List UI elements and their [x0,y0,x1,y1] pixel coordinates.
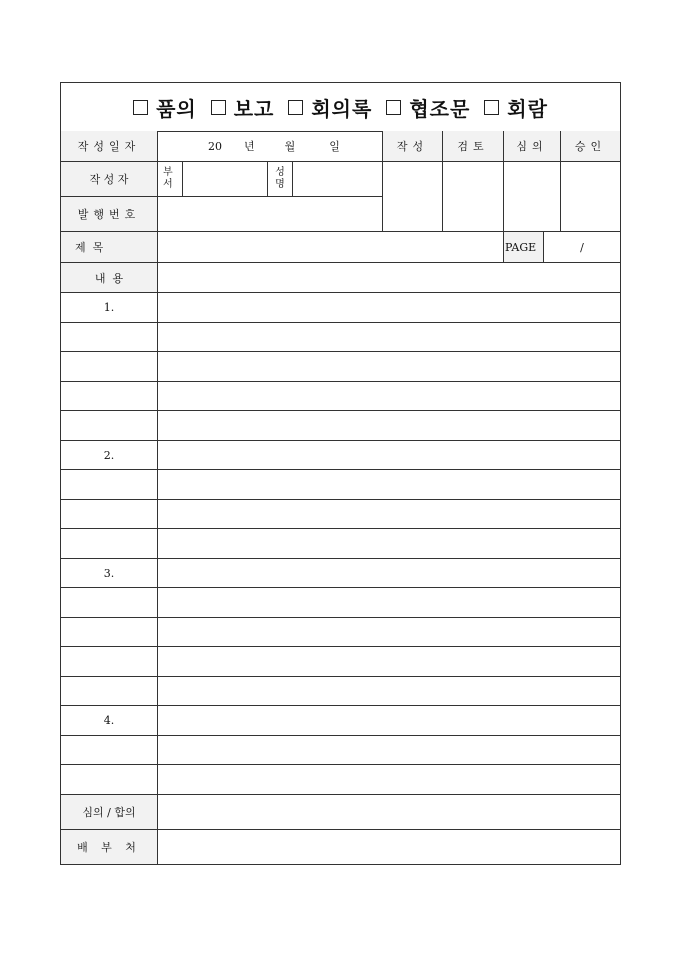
type-label: 보고 [233,96,275,121]
dept-label-char: 서 [163,179,173,190]
content-line-input[interactable] [158,293,620,323]
author-label: 작 성 자 [61,162,158,197]
date-field[interactable] [158,131,383,162]
dept-label-char: 부 [163,167,173,178]
content-item-label-cell [61,706,158,736]
signature-box-review[interactable] [443,162,504,232]
content-line-input[interactable] [158,529,620,559]
type-option-bogo[interactable] [211,93,275,122]
month-unit: 월 [284,140,296,153]
review-input[interactable] [158,795,620,830]
content-item-label-cell [61,323,158,352]
review-label: 심의 / 합의 [61,795,158,830]
signature-box-write[interactable] [383,162,443,232]
type-option-circular[interactable] [484,93,548,122]
content-item-label-cell [61,352,158,382]
content-label-text: 내 용 [94,271,124,285]
page-separator: / [580,240,584,254]
name-label [268,162,293,197]
year-unit: 년 [244,140,255,153]
approval-header-review: 검토 [443,131,504,162]
type-option-minutes[interactable] [288,93,372,122]
content-line-input[interactable] [158,441,620,470]
year-prefix: 20 [208,139,222,153]
type-label: 회의록 [311,96,373,121]
subject-label [61,232,158,263]
name-label-char: 명 [275,179,285,190]
content-item-label-cell [61,293,158,323]
distribution-input[interactable] [158,830,620,864]
content-item-label-cell [61,618,158,647]
dept-input[interactable] [183,162,268,197]
content-item-label-cell [61,382,158,411]
subject-input[interactable] [158,232,504,263]
type-label: 회람 [507,96,548,121]
content-line-input[interactable] [158,736,620,765]
approval-form [60,82,621,865]
type-option-cooperation[interactable] [386,93,470,122]
content-line-input[interactable] [158,765,620,795]
date-label: 작성일자 [61,131,158,162]
day-unit: 일 [329,140,340,153]
item-number: 3. [103,566,115,580]
content-line-input[interactable] [158,618,620,647]
content-item-label-cell [61,529,158,559]
distribution-label: 배 부 처 [61,830,158,864]
content-line-input[interactable] [158,677,620,706]
content-line-input[interactable] [158,470,620,500]
content-line-input[interactable] [158,706,620,736]
signature-box-approve[interactable] [561,162,620,232]
dept-label [158,162,183,197]
document-type-row [61,83,620,132]
type-option-pumui[interactable] [133,93,197,122]
name-label-char: 성 [275,167,285,178]
content-line-input[interactable] [158,323,620,352]
name-input[interactable] [293,162,383,197]
content-item-label-cell [61,736,158,765]
content-line-input[interactable] [158,647,620,677]
content-line-input[interactable] [158,588,620,618]
issue-no-label: 발행번호 [61,197,158,232]
content-item-label-cell [61,765,158,795]
type-label: 품의 [156,96,197,121]
content-item-label-cell [61,441,158,470]
item-number: 2. [103,448,115,462]
checkbox-icon[interactable] [211,100,226,115]
content-line-input[interactable] [158,352,620,382]
content-item-label-cell [61,559,158,588]
checkbox-icon[interactable] [386,100,401,115]
content-line-input[interactable] [158,382,620,411]
checkbox-icon[interactable] [133,100,148,115]
content-line-input[interactable] [158,500,620,529]
type-label: 협조문 [409,96,471,121]
subject-label-text: 제 목 [75,241,104,254]
page-label: PAGE [504,232,544,263]
content-line-input[interactable] [158,559,620,588]
content-item-label-cell [61,470,158,500]
checkbox-icon[interactable] [288,100,303,115]
page-number-field[interactable] [544,232,620,263]
content-item-label-cell [61,677,158,706]
item-number: 4. [103,714,115,727]
content-line-input[interactable] [158,411,620,441]
content-header-field[interactable] [158,263,620,293]
content-item-label-cell [61,500,158,529]
content-item-label-cell [61,411,158,441]
item-number: 1. [103,301,115,314]
content-item-label-cell [61,647,158,677]
approval-header-approve: 승인 [561,131,620,162]
content-item-label-cell [61,588,158,618]
issue-no-input[interactable] [158,197,383,232]
signature-box-deliberate[interactable] [504,162,561,232]
content-label [61,263,158,293]
approval-header-deliberate: 심의 [504,131,561,162]
checkbox-icon[interactable] [484,100,499,115]
approval-header-write: 작성 [383,131,443,162]
